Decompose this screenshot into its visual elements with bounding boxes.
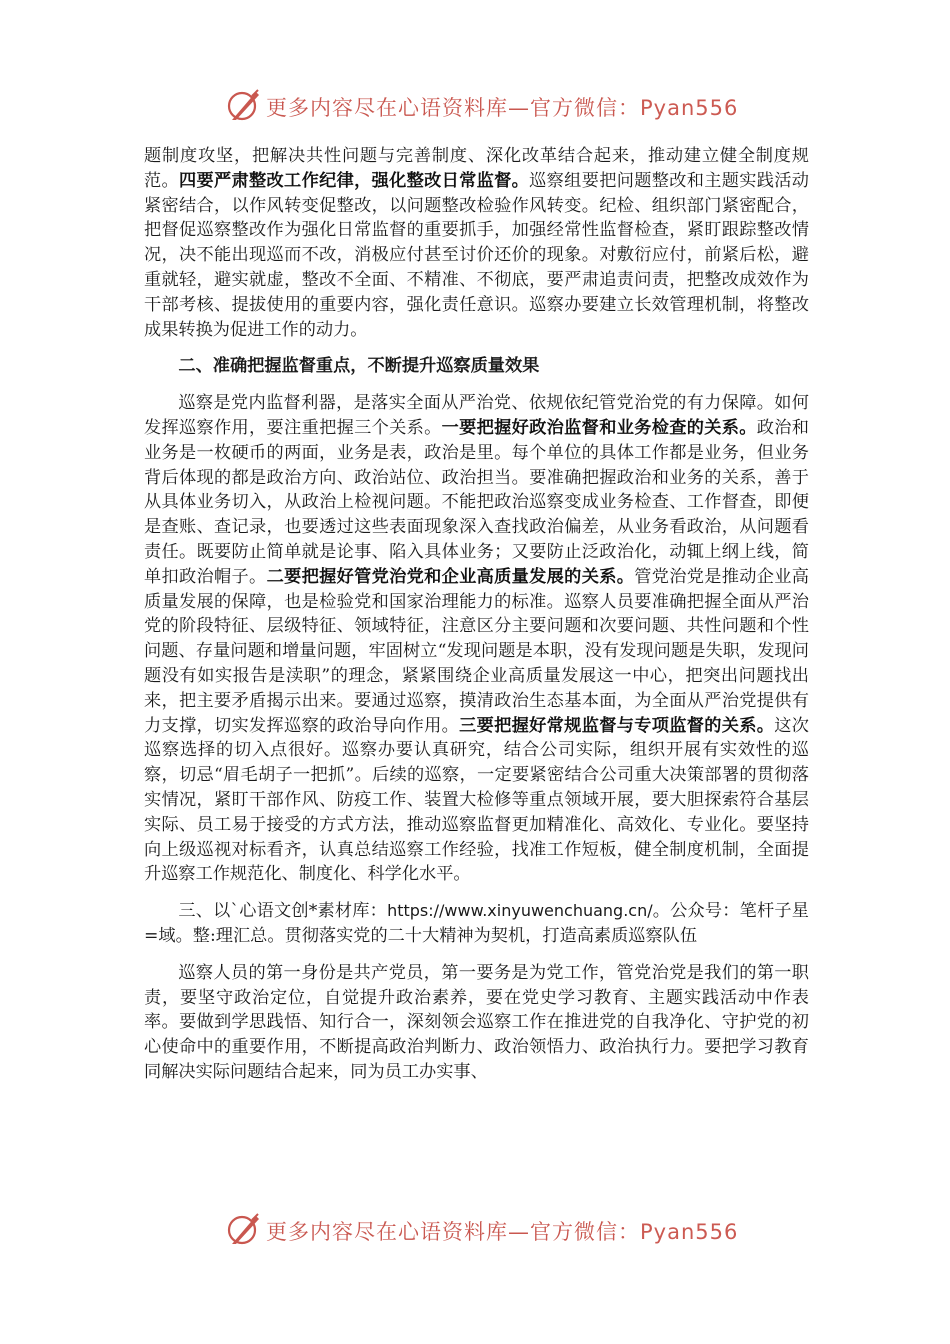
banner-text: 更多内容尽在心语资料库—官方微信：Pyan556 [266,96,739,120]
quill-logo-icon [226,86,262,126]
bold-point: 一要把握好政治监督和业务检查的关系。 [441,417,757,438]
quill-logo-icon [226,1210,262,1250]
bold-point: 四要严肃整改工作纪律，强化整改日常监督。 [179,170,530,191]
bold-point: 二要把握好管党治党和企业高质量发展的关系。 [266,566,635,587]
paragraph: 巡察是党内监督利器，是落实全面从严治党、依规依纪管党治党的有力保障。如何发挥巡察作用，要注重把握三个关系。一要把握好政治监督和业务检查的关系。政治和业务是一枚硬币的两面，业务是表，政治是里。每个单位的具体工作都是业务，但业务背后体现的都是政治方向、政治站位、政治担当。要准确把握政治和业务的关系，善于从具体业务切入，从政治上检视问题。不能把政治巡察变成业务检查、工作督查，即便是查账、查记录，也要透过这些表面现象深入查找政治偏差，从业务看政治，从问题看责任。既要防止简单就是论事、陷入具体业务；又要防止泛政治化，动辄上纲上线，简单扣政治帽子。二要把握好管党治党和企业高质量发展的关系。管党治党是推动企业高质量发展的保障，也是检验党和国家治理能力的标准。巡察人员要准确把握全面从严治党的阶段特征、层级特征、领域特征，注意区分主要问题和次要问题、共性问题和个性问题、存量问题和增量问题，牢固树立“发现问题是本职，没有发现问题是失职，发现问题没有如实报告是渎职”的理念，紧紧围绕企业高质量发展这一中心，把突出问题找出来，把主要矛盾揭示出来。要通过巡察，摸清政治生态基本面，为全面从严治党提供有力支撑，切实发挥巡察的政治导向作用。三要把握好常规监督与专项监督的关系。这次巡察选择的切入点很好。巡察办要认真研究，结合公司实际，组织开展有实效性的巡察，切忌“眉毛胡子一把抓”。后续的巡察，一定要紧密结合公司重大决策部署的贯彻落实情况，紧盯干部作风、防疫工作、装置大检修等重点领域开展，要大胆探索符合基层实际、员工易于接受的方式方法，推动巡察监督更加精准化、高效化、专业化。要坚持向上级巡视对标看齐，认真总结巡察工作经验，找准工作短板，健全制度机制，全面提升巡察工作规范化、制度化、科学化水平。 [144,393,809,885]
document-body [144,144,809,1097]
banner-text: 更多内容尽在心语资料库—官方微信：Pyan556 [266,1220,739,1244]
paragraph: 巡察人员的第一身份是共产党员，第一要务是为党工作，管党治党是我们的第一职责，要坚守政治定位，自觉提升政治素养，要在党史学习教育、主题实践活动中作表率。要做到学思践悟、知行合一，深刻领会巡察工作在推进党的自我净化、守护党的初心使命中的重要作用，不断提高政治判断力、政治领悟力、政治执行力。要把学习教育同解决实际问题结合起来，同为员工办实事、 [144,962,809,1082]
source-url: https://www.xinyuwenchuang.cn/ [387,901,653,921]
section-heading-3: 三、以`心语文创*素材库：https://www.xinyuwenchuang.cn/。公众号：笔杆子星=域。整:理汇总。贯彻落实党的二十大精神为契机，打造高素质巡察队伍 [144,901,809,946]
section-heading-2: 二、准确把握监督重点，不断提升巡察质量效果 [178,356,540,377]
wechat-id: Pyan556 [640,1220,739,1244]
wechat-id: Pyan556 [640,96,739,120]
footer-banner [0,1210,950,1250]
header-banner [0,86,950,126]
paragraph: 题制度攻坚，把解决共性问题与完善制度、深化改革结合起来，推动建立健全制度规范。四要严肃整改工作纪律，强化整改日常监督。巡察组要把问题整改和主题实践活动紧密结合，以作风转变促整改，以问题整改检验作风转变。纪检、组织部门紧密配合，把督促巡察整改作为强化日常监督的重要抓手，加强经常性监督检查，紧盯跟踪整改情况，决不能出现巡而不改，消极应付甚至讨价还价的现象。对敷衍应付，前紧后松，避重就轻，避实就虚，整改不全面、不精准、不彻底，要严肃追责问责，把整改成效作为干部考核、提拔使用的重要内容，强化责任意识。巡察办要建立长效管理机制，将整改成果转换为促进工作的动力。 [144,146,809,340]
bold-point: 三要把握好常规监督与专项监督的关系。 [459,715,775,736]
